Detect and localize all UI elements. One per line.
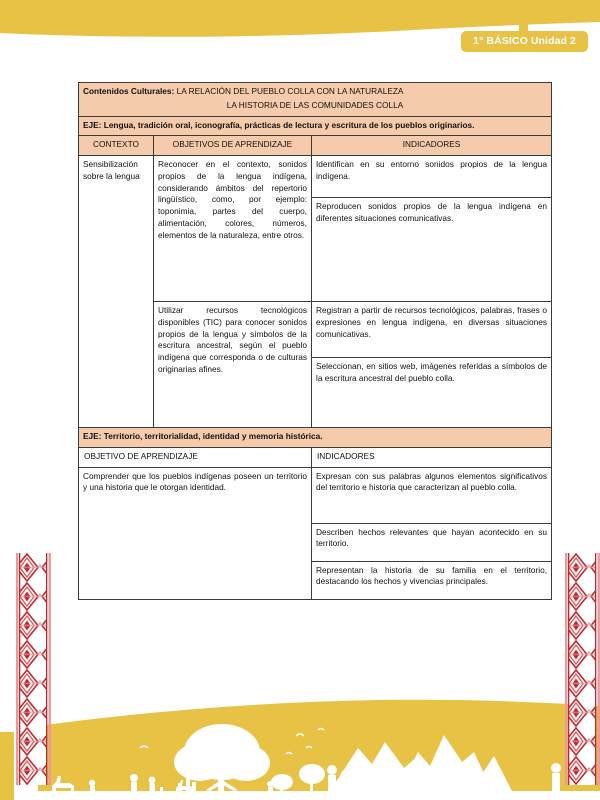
column-header-objetivo-2: OBJETIVO DE APRENDIZAJE	[79, 447, 312, 467]
table-row-objective-1-indicator-1	[79, 156, 552, 198]
objetivo-cell-3: Comprender que los pueblos indígenas poseen un territorio y una historia que le otorgan identidad.	[79, 467, 312, 599]
cultural-contents-line1: LA RELACIÓN DEL PUEBLO COLLA CON LA NATURALEZA	[176, 86, 404, 96]
column-header-objetivos: OBJETIVOS DE APRENDIZAJE	[154, 136, 312, 156]
indicador-cell-3: Registran a partir de recursos tecnológicos, palabras, frases o expresiones en lengua indígena, en diversas situaciones comunicativas.	[312, 302, 552, 358]
objetivo-cell-1: Reconocer en el contexto, sonidos propios de la lengua indígena, considerando ámbitos del repertorio lingüístico, como, por ejemplo: toponimia, partes del cuerpo, alimentación, colores, números, elementos de la naturaleza, entre otros.	[154, 156, 312, 302]
column-header-contexto: CONTEXTO	[79, 136, 154, 156]
cultural-contents-label: Contenidos Culturales:	[83, 86, 175, 96]
footer-hill-shape	[38, 700, 600, 800]
eje-1-cell: EJE: Lengua, tradición oral, iconografía, prácticas de lectura y escritura de los pueblos originarios.	[79, 116, 552, 136]
eje-2-cell: EJE: Territorio, territorialidad, identidad y memoria histórica.	[79, 428, 552, 448]
table-row-eje-2	[79, 428, 552, 448]
unit-badge: 1° BÁSICO Unidad 2	[461, 31, 588, 52]
lesson-plan-table	[78, 82, 552, 600]
indicador-cell-7: Representan la historia de su familia en el territorio, destacando los hechos y vivencias principales.	[312, 561, 552, 599]
indicador-cell-1: Identifican en su entorno sonidos propios de la lengua indígena.	[312, 156, 552, 198]
indicador-cell-5: Expresan con sus palabras algunos elementos significativos del territorio e historia que caracterizan al pueblo colla.	[312, 467, 552, 523]
footer-left-block	[0, 732, 14, 800]
footer-landscape-band	[0, 690, 600, 800]
indicador-cell-4: Seleccionan, en sitios web, imágenes referidas a símbolos de la escritura ancestral del pueblo colla.	[312, 358, 552, 428]
table-row-objective-3-indicator-5	[79, 467, 552, 523]
column-header-indicadores: INDICADORES	[312, 136, 552, 156]
objetivo-cell-2: Utilizar recursos tecnológicos disponibles (TIC) para conocer sonidos propios de la lengua y símbolos de la escritura ancestral, según el pueblo indígena que corresponda o de culturas originarias afines.	[154, 302, 312, 428]
table-row-column-headers	[79, 136, 552, 156]
textile-border-right	[563, 553, 600, 785]
textile-border-left	[14, 553, 54, 785]
table-row-eje-1	[79, 116, 552, 136]
indicador-cell-6: Describen hechos relevantes que hayan acontecido en su territorio.	[312, 523, 552, 561]
cultural-contents-line2: LA HISTORIA DE LAS COMUNIDADES COLLA	[226, 99, 404, 110]
indicador-cell-2: Reproducen sonidos propios de la lengua indígena en diferentes situaciones comunicativas.	[312, 198, 552, 302]
cultural-contents-cell	[79, 83, 552, 117]
contexto-cell: Sensibilización sobre la lengua	[79, 156, 154, 428]
table-row-cultural-contents	[79, 83, 552, 117]
column-header-indicadores-2: INDICADORES	[312, 447, 552, 467]
table-row-column-headers-2	[79, 447, 552, 467]
footer-ground	[38, 791, 600, 800]
